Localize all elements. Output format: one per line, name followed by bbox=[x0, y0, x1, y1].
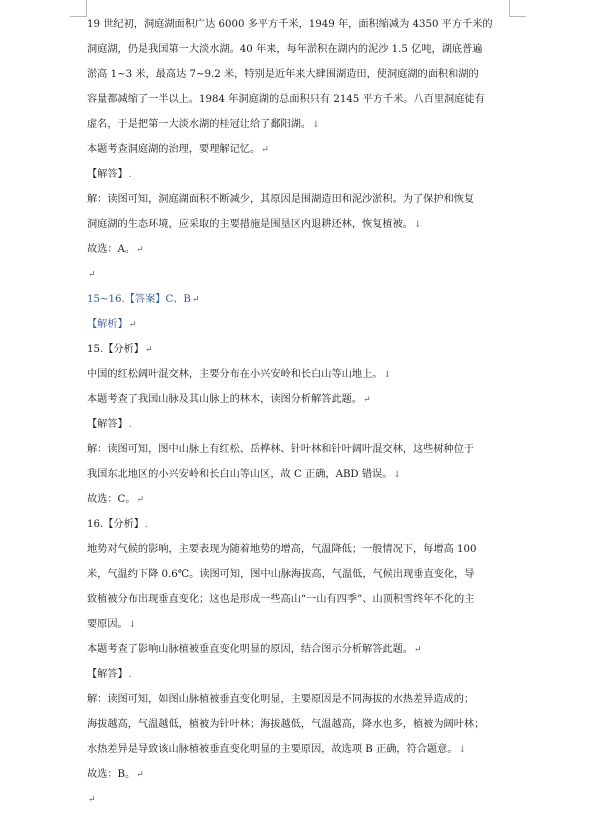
text-line[interactable]: 地势对气候的影响，主要表现为随着地势的增高，气温降低；一般情况下，每增高 100 bbox=[87, 544, 477, 555]
text-line[interactable]: 故选：B。↵ bbox=[87, 769, 144, 780]
text-line[interactable]: 解：读图可知，洞庭湖面积不断减少，其原因是围湖造田和泥沙淤积。为了保护和恢复 bbox=[87, 194, 475, 205]
paragraph-mark: ↵ bbox=[144, 345, 153, 355]
text-line[interactable]: 中国的红松阔叶混交林，主要分布在小兴安岭和长白山等山地上。↓ bbox=[87, 369, 391, 380]
paragraph-mark: ↵ bbox=[136, 770, 144, 780]
text-line[interactable] bbox=[87, 264, 527, 286]
paragraph-mark: ↓ bbox=[383, 370, 391, 380]
text-line[interactable]: 我国东北地区的小兴安岭和长白山等山区，故 C 正确，ABD 错误。↓ bbox=[87, 469, 401, 480]
text-line[interactable]: 要原因。↓ bbox=[87, 619, 137, 630]
text-line[interactable]: 本题考查洞庭湖的治理，要理解记忆。↵ bbox=[87, 144, 269, 155]
text-line[interactable]: 海拔越高，气温越低，植被为针叶林；海拔越低，气温越高，降水也多，植被为阔叶林； bbox=[87, 719, 485, 730]
text-line[interactable]: 本题考查了影响山脉植被垂直变化明显的原因，结合图示分析解答此题。↵ bbox=[87, 644, 422, 655]
text-line[interactable]: 解：读图可知，图中山脉上有红松、岳桦林、针叶林和针叶阔叶混交林，这些树种位于 bbox=[87, 444, 475, 455]
paragraph-mark: . bbox=[128, 420, 132, 430]
paragraph-mark: ↵ bbox=[88, 270, 96, 280]
text-line[interactable]: 故选：A。↵ bbox=[87, 244, 144, 255]
paragraph-mark: ↓ bbox=[128, 620, 137, 630]
text-line[interactable]: 解：读图可知，如图山脉植被垂直变化明显，主要原因是不同海拔的水热差异造成的； bbox=[87, 694, 475, 705]
text-line[interactable]: 本题考查了我国山脉及其山脉上的林木，读图分析解答此题。↵ bbox=[87, 394, 371, 405]
text-line[interactable]: 【解答】. bbox=[87, 419, 132, 430]
paragraph-mark: . bbox=[144, 520, 148, 530]
text-line[interactable]: 洞庭湖的生态环境，应采取的主要措施是围垦区内退耕还林，恢复植被。↓ bbox=[87, 219, 422, 230]
text-line[interactable]: 淤高 1~3 米，最高达 7~9.2 米，特别是近年来大肆围湖造田，使洞庭湖的面积和湖的 bbox=[87, 69, 479, 80]
answer-heading[interactable]: 15~16.【答案】C、B↵ bbox=[87, 294, 200, 305]
text-line[interactable]: 米，气温约下降 0.6℃。读图可知，图中山脉海拔高，气温低，气候出现垂直变化，导 bbox=[87, 569, 475, 580]
text-line[interactable]: 19 世纪初，洞庭湖面积广达 6000 多平方千米，1949 年，面积缩减为 4350 平方千米的 bbox=[87, 19, 493, 30]
text-line[interactable]: 洞庭湖，仍是我国第一大淡水湖。40 年来，每年淤积在湖内的泥沙 1.5 亿吨，湖底普遍 bbox=[87, 44, 483, 55]
paragraph-mark: ↓ bbox=[312, 120, 320, 130]
text-line[interactable]: 【解答】. bbox=[87, 669, 132, 680]
paragraph-mark: ↵ bbox=[261, 145, 269, 155]
paragraph-mark: . bbox=[128, 170, 132, 180]
text-line[interactable] bbox=[87, 789, 527, 811]
paragraph-mark: ↵ bbox=[191, 295, 200, 305]
text-line[interactable]: 致植被分布出现垂直变化；这也是形成一些高山“一山有四季”、山顶积雪终年不化的主 bbox=[87, 594, 475, 605]
text-line[interactable]: 容量都减缩了一半以上。1984 年洞庭湖的总面积只有 2145 平方千米。八百里洞庭徒有 bbox=[87, 94, 485, 105]
paragraph-mark: ↵ bbox=[363, 395, 371, 405]
paragraph-mark: ↓ bbox=[414, 220, 422, 230]
text-line[interactable]: 16.【分析】. bbox=[87, 519, 148, 530]
paragraph-mark: ↓ bbox=[393, 470, 401, 480]
paragraph-mark: ↵ bbox=[128, 320, 137, 330]
analysis-heading[interactable]: 【解析】↵ bbox=[87, 319, 137, 330]
text-line[interactable]: 故选：C。↵ bbox=[87, 494, 145, 505]
paragraph-mark: ↵ bbox=[136, 495, 145, 505]
paragraph-mark: . bbox=[128, 670, 132, 680]
paragraph-mark: ↵ bbox=[88, 795, 96, 805]
text-line[interactable]: 虚名，于是把第一大淡水湖的桂冠让给了鄱阳湖。↓ bbox=[87, 119, 320, 130]
paragraph-mark: ↵ bbox=[136, 245, 144, 255]
text-line[interactable]: 【解答】. bbox=[87, 169, 132, 180]
text-line[interactable]: 15.【分析】↵ bbox=[87, 344, 153, 355]
paragraph-mark: ↵ bbox=[414, 645, 422, 655]
text-line[interactable]: 水热差异是导致该山脉植被垂直变化明显的主要原因，故选项 B 正确，符合题意。↓ bbox=[87, 744, 467, 755]
paragraph-mark: ↓ bbox=[458, 745, 467, 755]
